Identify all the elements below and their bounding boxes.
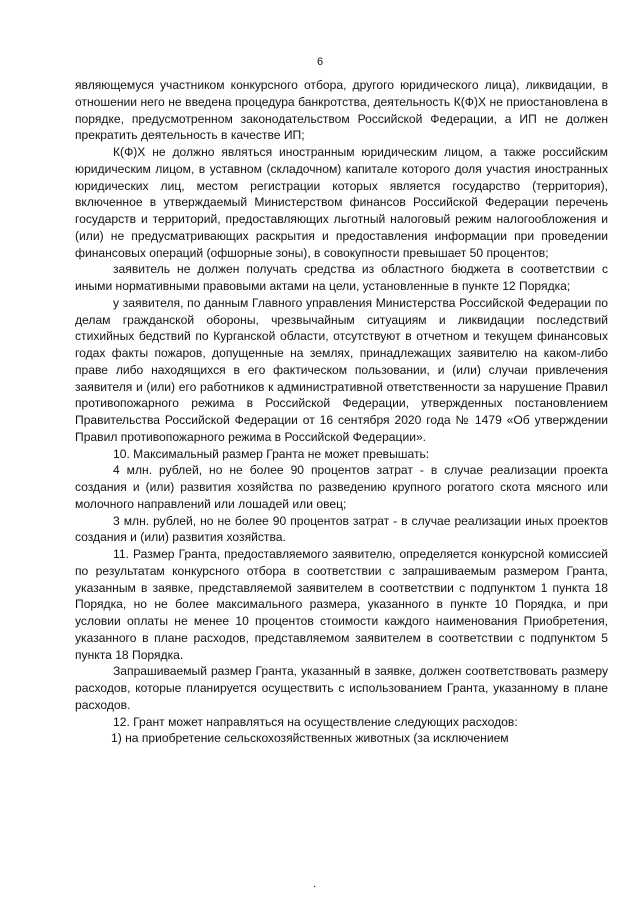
paragraph-fire-safety: у заявителя, по данным Главного управления Министерства Российской Федерации по делам гражданской обороны, чрезвычайным ситуациям и ликвидации последствий стихийных бедствий по Курганской области, отсутствуют в отчетном и текущем финансовых годах факты пожаров, допущенные на землях, принадлежащих заявителю на каком-либо праве либо находящихся в его фактическом пользовании, и (или) случаи привлечения заявителя и (или) его работников к административной ответственности за нарушение Правил противопожарного режима в Российской Федерации, утвержденных постановлением Правительства Российской Федерации от 16 сентября 2020 года № 1479 «Об утверждении Правил противопожарного режима в Российской Федерации». [75, 295, 608, 444]
paragraph-3-million: 3 млн. рублей, но не более 90 процентов затрат - в случае реализации иных проектов создания и (или) развития хозяйства. [75, 513, 608, 545]
paragraph-foreign-entity: К(Ф)Х не должно являться иностранным юридическим лицом, а также российским юридическим лицом, в уставном (складочном) капитале которого доля участия иностранных юридических лиц, местом регистрации которых является государство (территория), включенное в утверждаемый Министерством финансов Российской Федерации перечень государств и территорий, предоставляющих льготный налоговый режим налогообложения и (или) не предусматривающих раскрытия и предоставления информации при проведении финансовых операций (офшорные зоны), в совокупности превышает 50 процентов; [75, 145, 608, 260]
paragraph-continuation: являющемуся участником конкурсного отбора, другого юридического лица), ликвидации, в отношении него не введена процедура банкротства, деятельность К(Ф)Х не приостановлена в порядке, предусмотренном законодательством Российской Федерации, а ИП не должен прекратить деятельность в качестве ИП; [75, 78, 608, 143]
paragraph-11-grant-size: 11. Размер Гранта, предоставляемого заявителю, определяется конкурсной комиссией по результатам конкурсного отбора в соответствии с запрашиваемым размером Гранта, указанным в заявке, представляемой заявителем в соответствии с подпунктом 1 пункта 18 Порядка, но не более максимального размера, указанного в пункте 10 Порядка, и при условии оплаты не менее 10 процентов стоимости каждого наименования Приобретения, указанного в плане расходов, представляемом заявителем в соответствии с подпунктом 5 пункта 18 Порядка. [75, 547, 608, 662]
paragraph-4-million: 4 млн. рублей, но не более 90 процентов затрат - в случае реализации проекта создания и (или) развития хозяйства по разведению крупного рогатого скота мясного или молочного направлений или лошадей или овец; [75, 463, 608, 511]
footer-mark: . [313, 878, 317, 890]
paragraph-10-heading: 10. Максимальный размер Гранта не может превышать: [113, 446, 430, 461]
paragraph-12-heading: 12. Грант может направляться на осуществление следующих расходов: [113, 714, 518, 729]
paragraph-requested-size: Запрашиваемый размер Гранта, указанный в заявке, должен соответствовать размеру расходов, которые планируется осуществить с использованием Гранта, указанному в плане расходов. [75, 664, 608, 712]
document-body [75, 77, 608, 747]
page-number: 6 [316, 56, 324, 68]
paragraph-budget-funds: заявитель не должен получать средства из областного бюджета в соответствии с иными нормативными правовыми актами на цели, установленные в пункте 12 Порядка; [75, 262, 608, 293]
paragraph-12-item-1: 1) на приобретение сельскохозяйственных животных (за исключением [111, 731, 509, 746]
